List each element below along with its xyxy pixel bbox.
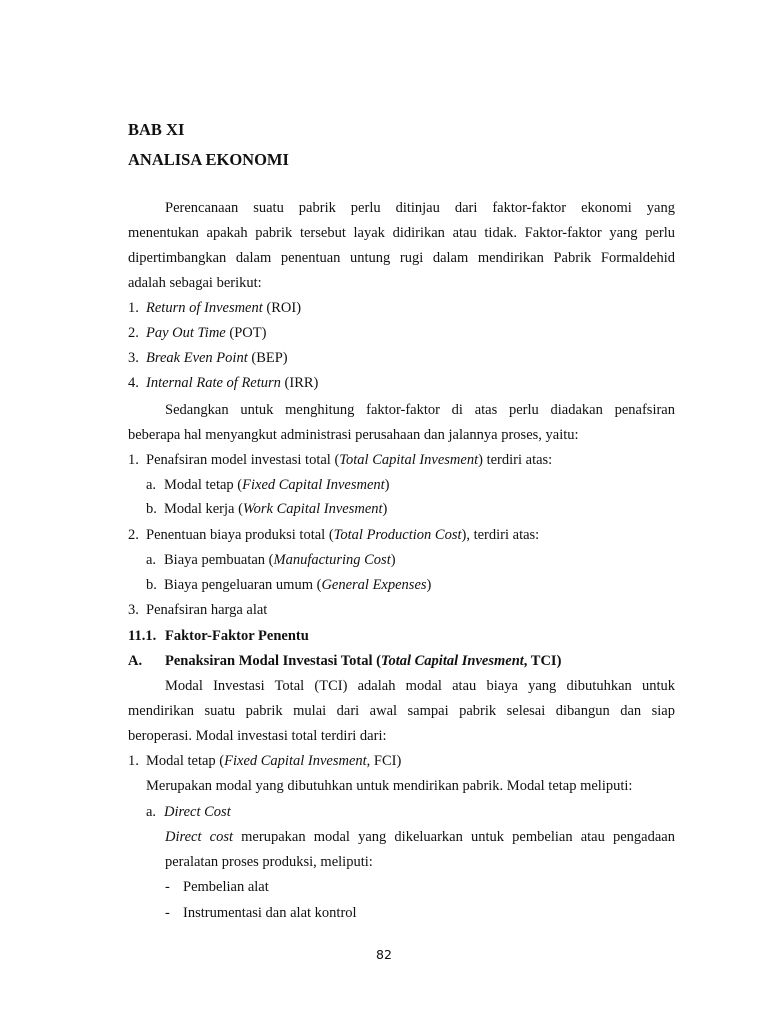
list-number: 2.	[128, 325, 139, 341]
list-text: )	[426, 577, 432, 593]
list-item	[146, 803, 231, 821]
dash-bullet: -	[165, 905, 170, 921]
list-number: b.	[146, 577, 157, 593]
list-text: )	[384, 477, 390, 493]
list-term: Fixed Capital Invesment	[224, 753, 367, 769]
subsection-text: , TCI)	[523, 653, 562, 669]
list-number: a.	[146, 804, 157, 820]
list-abbr: (POT)	[225, 325, 267, 341]
section-heading	[128, 627, 309, 645]
list-term: Work Capital Invesment	[242, 501, 383, 517]
list-number: 2.	[128, 527, 139, 543]
list-abbr: (BEP)	[247, 350, 288, 366]
list-item	[128, 526, 539, 544]
list-term: General Expenses	[321, 577, 427, 593]
list-item	[128, 374, 318, 392]
direct-cost-text: merupakan modal yang dikeluarkan untuk pembelian atau pengadaan	[233, 829, 675, 845]
list-number: 1.	[128, 452, 139, 468]
list-abbr: (ROI)	[262, 300, 302, 316]
list-item	[128, 451, 552, 469]
chapter-title: BAB XI	[128, 120, 185, 139]
list-text: Penentuan biaya produksi total (	[146, 527, 334, 543]
list-text: Modal tetap (	[146, 753, 225, 769]
section-number: 11.1.	[128, 628, 157, 644]
list-text: ), terdiri atas:	[461, 527, 540, 543]
para2-line-2: beberapa hal menyangkut administrasi perusahaan dan jalannya proses, yaitu:	[128, 427, 579, 443]
list-item	[128, 601, 267, 619]
list-text: Biaya pengeluaran umum (	[164, 577, 322, 593]
list-item	[146, 576, 431, 594]
list-number: a.	[146, 477, 157, 493]
list-number: 3.	[128, 602, 139, 618]
subsection-text: Penaksiran Modal Investasi Total (	[165, 653, 381, 669]
list-term: Internal Rate of Return	[146, 375, 281, 391]
list-term: Pay Out Time	[146, 325, 226, 341]
subsection-number: A.	[128, 653, 143, 669]
page-number: 82	[376, 947, 392, 962]
dash-item	[165, 904, 357, 922]
direct-cost-term: Direct cost	[165, 829, 234, 845]
direct-cost-line-2: peralatan proses produksi, meliputi:	[165, 854, 373, 870]
list-text: )	[382, 501, 388, 517]
dash-text: Pembelian alat	[183, 879, 269, 895]
list-text: ) terdiri atas:	[478, 452, 553, 468]
direct-cost-line-1	[165, 828, 675, 846]
list-text: Penafsiran harga alat	[146, 602, 268, 618]
list-number: b.	[146, 501, 157, 517]
list-number: 4.	[128, 375, 139, 391]
list-number: 1.	[128, 300, 139, 316]
list-term: Total Production Cost	[333, 527, 462, 543]
list-item	[146, 476, 390, 494]
list-text: Modal kerja (	[164, 501, 243, 517]
subsection-heading	[128, 652, 561, 670]
list-abbr: (IRR)	[280, 375, 319, 391]
intro-line-3: dipertimbangkan dalam penentuan untung rugi dalam mendirikan Pabrik Formaldehid	[128, 250, 675, 266]
list-number: 1.	[128, 753, 139, 769]
para3-line-3: beroperasi. Modal investasi total terdiri dari:	[128, 728, 387, 744]
list-text: Biaya pembuatan (	[164, 552, 274, 568]
list-item	[128, 324, 266, 342]
list-item	[128, 752, 401, 770]
list-item	[146, 551, 396, 569]
para3-line-2: mendirikan suatu pabrik mulai dari awal sampai pabrik selesai dibangun dan siap	[128, 703, 675, 719]
intro-line-1: Perencanaan suatu pabrik perlu ditinjau dari faktor-faktor ekonomi yang	[165, 200, 675, 216]
list-term: Fixed Capital Invesment	[242, 477, 385, 493]
list-number: a.	[146, 552, 157, 568]
para2-line-1: Sedangkan untuk menghitung faktor-faktor di atas perlu diadakan penafsiran	[165, 402, 675, 418]
list-text: Penafsiran model investasi total (	[146, 452, 340, 468]
list-term: Return of Invesment	[146, 300, 263, 316]
intro-line-2: menentukan apakah pabrik tersebut layak didirikan atau tidak. Faktor-faktor yang perlu	[128, 225, 675, 241]
list-text: Modal tetap (	[164, 477, 243, 493]
list-text: )	[390, 552, 396, 568]
para3-line-1: Modal Investasi Total (TCI) adalah modal atau biaya yang dibutuhkan untuk	[165, 678, 675, 694]
list-item	[128, 349, 288, 367]
dash-item	[165, 878, 269, 896]
list-text: , FCI)	[366, 753, 402, 769]
list-item	[146, 500, 387, 518]
intro-line-4: adalah sebagai berikut:	[128, 275, 262, 291]
list-term: Direct Cost	[164, 804, 231, 820]
list-term: Total Capital Invesment	[339, 452, 479, 468]
dash-text: Instrumentasi dan alat kontrol	[183, 905, 357, 921]
dash-bullet: -	[165, 879, 170, 895]
list-item	[128, 299, 301, 317]
subsection-term: Total Capital Invesment	[380, 653, 524, 669]
chapter-subtitle: ANALISA EKONOMI	[128, 150, 289, 169]
section-title: Faktor-Faktor Penentu	[165, 628, 309, 644]
fci-description: Merupakan modal yang dibutuhkan untuk mendirikan pabrik. Modal tetap meliputi:	[146, 778, 633, 794]
list-term: Manufacturing Cost	[273, 552, 391, 568]
list-term: Break Even Point	[146, 350, 248, 366]
list-number: 3.	[128, 350, 139, 366]
